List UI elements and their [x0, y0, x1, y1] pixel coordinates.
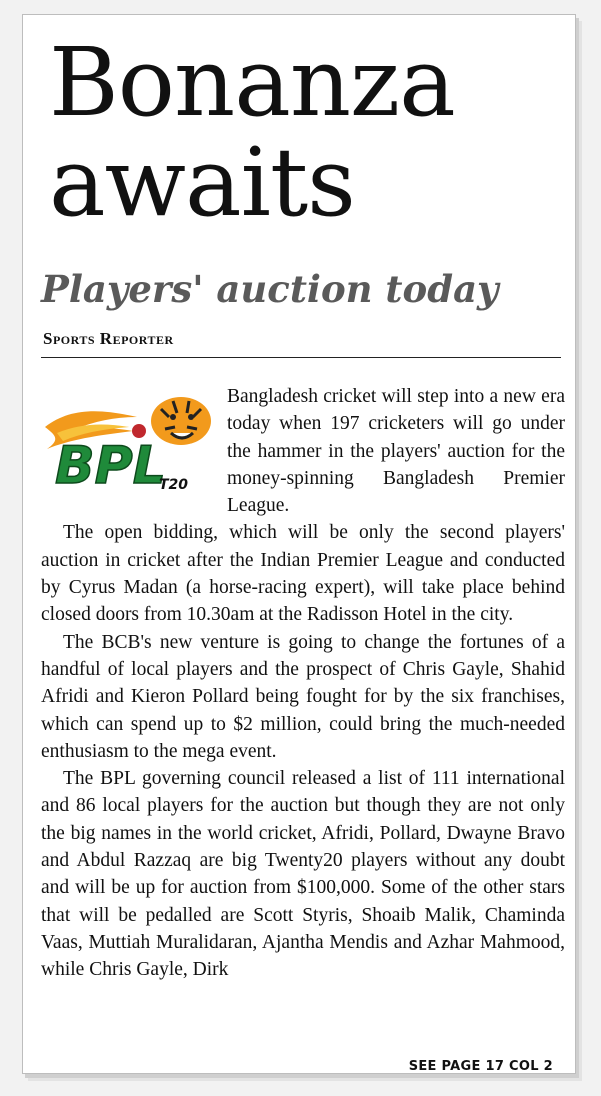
- paragraph-2: The open bidding, which will be only the second players' auction in cricket after the Indian Premier League and conducted by Cyrus Madan (a horse-racing expert), will take place behind closed doors from 10.30am at the Radisson Hotel in the city.: [41, 522, 565, 626]
- bpl-tiger-logo-icon: [41, 387, 219, 495]
- byline: Sports Reporter: [43, 329, 174, 348]
- byline-divider: [41, 357, 561, 358]
- logo-letters: BPL: [55, 436, 166, 495]
- paragraph-1: Bangladesh cricket will step into a new era today when 197 cricketers will go under the hammer in the players' auction for the money-spinning Bangladesh Premier League.: [227, 386, 565, 517]
- logo-subtext: T20: [159, 477, 189, 493]
- news-clipping: [22, 14, 576, 1074]
- subheadline: Players' auction today: [41, 267, 499, 311]
- headline: Bonanza awaits: [49, 28, 455, 238]
- paragraph-4: The BPL governing council released a list of 111 international and 86 local players for the auction but though they are not only the big names in the world cricket, Afridi, Pollard, Dwayne Bravo and Abdul Razzaq are big Twenty20 players without any doubt and will be up for auction from $100,000. Some of the other stars that will be pedalled are Scott Styris, Shoaib Malik, Chaminda Vaas, Muttiah Muralidaran, Ajantha Mendis and Azhar Mahmood, while Chris Gayle, Dirk: [41, 768, 565, 981]
- article-body: [41, 383, 565, 984]
- continuation-note: SEE PAGE 17 COL 2: [408, 1059, 553, 1074]
- paragraph-3: The BCB's new venture is going to change the fortunes of a handful of local players and the prospect of Chris Gayle, Shahid Afridi and Kieron Pollard being fought for by the six franchises, which can spend up to $2 million, could bring the much-needed enthusiasm to the mega event.: [41, 631, 565, 762]
